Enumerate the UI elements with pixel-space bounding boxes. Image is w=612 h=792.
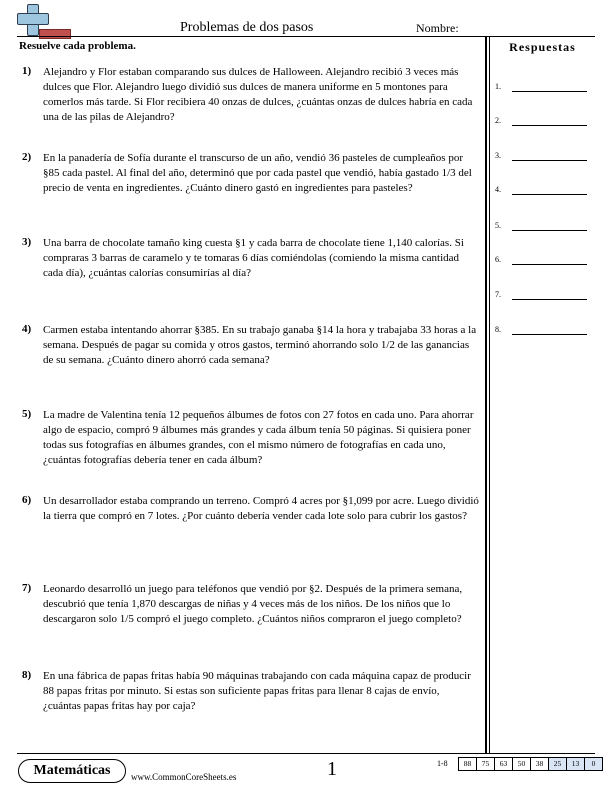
problem-number: 5): [22, 408, 32, 420]
answer-line[interactable]: [512, 125, 587, 126]
score-cell: 63: [495, 758, 513, 770]
answer-blank-8[interactable]: [495, 322, 591, 336]
answer-number: 3.: [495, 151, 501, 160]
column-divider: [485, 37, 487, 753]
answer-line[interactable]: [512, 160, 587, 161]
problem-number: 8): [22, 669, 32, 681]
problem-text: Alejandro y Flor estaban comparando sus dulces de Halloween. Alejandro recibió 3 veces más dulces que Flor. Alejandro luego dividió sus dulces de manera uniforme en 5 montones para comerlos más tarde. Si Flor recibiera 40 onzas de dulces, ¿cuántas onzas de dulces habría en cada una de las pilas de Alejandro?: [43, 66, 473, 123]
score-range-label: 1-8: [437, 759, 448, 768]
answer-number: 8.: [495, 325, 501, 334]
score-cell: 38: [531, 758, 549, 770]
answer-line[interactable]: [512, 230, 587, 231]
name-field-label: Nombre:: [416, 21, 459, 35]
problem-number: 4): [22, 323, 32, 335]
logo: [17, 2, 57, 36]
site-url: www.CommonCoreSheets.es: [131, 772, 237, 782]
answer-blank-3[interactable]: [495, 148, 591, 162]
problem-text: La madre de Valentina tenía 12 pequeños álbumes de fotos con 27 fotos en cada uno. Para ahorrar algo de espacio, compró 9 álbumes más grandes y cada álbum tenía 50 páginas. Si quisiera poner todas sus fotografías en álbumes grandes, con el mismo número de fotografías en cada uno, ¿cuántas fotografías debería tener en cada álbum?: [43, 409, 474, 466]
answer-number: 6.: [495, 255, 501, 264]
problem-number: 1): [22, 65, 32, 77]
answer-blank-7[interactable]: [495, 287, 591, 301]
answer-number: 2.: [495, 116, 501, 125]
problem-text: Un desarrollador estaba comprando un terreno. Compró 4 acres por §1,099 por acre. Luego dividió la tierra que compró en 7 lotes. ¿Por cuánto debería vender cada lote solo para cubrir los gastos?: [43, 495, 479, 522]
problem-text: Una barra de chocolate tamaño king cuesta §1 y cada barra de chocolate tiene 1,140 calorías. Si compraras 3 barras de caramelo y te tomaras 6 días comiéndolas (comiendo la misma cantidad cada día), ¿cuántas calorías consumirías al día?: [43, 237, 464, 279]
score-cell: 75: [477, 758, 495, 770]
answer-line[interactable]: [512, 264, 587, 265]
worksheet-title: Problemas de dos pasos: [180, 20, 314, 35]
score-table: [458, 757, 603, 771]
problem-number: 6): [22, 494, 32, 506]
answer-number: 5.: [495, 221, 501, 230]
answer-blank-2[interactable]: [495, 113, 591, 127]
problem-text: En la panadería de Sofía durante el transcurso de un año, vendió 36 pasteles de cumpleaños por §85 cada pastel. Al final del año, determinó que por cada pastel que vendió, había gastado 1/3 del precio de venta en ingredientes. ¿Cuánto dinero gastó en ingredientes para pasteles?: [43, 152, 472, 194]
answers-column: [490, 37, 595, 753]
problem-text: Carmen estaba intentando ahorrar §385. En su trabajo ganaba §14 la hora y trabajaba 33 horas a la semana. Después de pagar su comida y otros gastos, terminó ahorrando solo 1/2 de las ganancias de su semana. ¿Cuánto dinero ahorró cada semana?: [43, 324, 477, 366]
score-cell: 88: [459, 758, 477, 770]
brand-badge: Matemáticas: [18, 759, 126, 783]
problem-number: 3): [22, 236, 32, 248]
problems-column: [17, 37, 485, 753]
answer-number: 1.: [495, 82, 501, 91]
answer-number: 4.: [495, 185, 501, 194]
problem-text: En una fábrica de papas fritas había 90 máquinas trabajando con cada máquina capaz de producir 88 papas fritas por minuto. Si estas son suficiente papas fritas para llenar 8 cajas de envío, ¿cuántas papas fritas hay por caja?: [43, 670, 471, 712]
answer-line[interactable]: [512, 91, 587, 92]
answer-blank-1[interactable]: [495, 79, 591, 93]
answer-line[interactable]: [512, 299, 587, 300]
answer-blank-6[interactable]: [495, 252, 591, 266]
answer-line[interactable]: [512, 194, 587, 195]
problem-number: 2): [22, 151, 32, 163]
problem-number: 7): [22, 582, 32, 594]
score-cell: 25: [549, 758, 567, 770]
answer-blank-5[interactable]: [495, 218, 591, 232]
answers-title: Respuestas: [509, 40, 576, 54]
score-cell: 50: [513, 758, 531, 770]
answer-blank-4[interactable]: [495, 182, 591, 196]
instructions: Resuelve cada problema.: [19, 40, 136, 52]
page-number: 1: [327, 758, 337, 780]
logo-plus-horizontal: [17, 13, 49, 25]
answer-line[interactable]: [512, 334, 587, 335]
score-cell: 13: [567, 758, 585, 770]
footer-divider: [17, 753, 595, 754]
answer-number: 7.: [495, 290, 501, 299]
problem-text: Leonardo desarrolló un juego para teléfonos que vendió por §2. Después de la primera semana, descubrió que tenía 1,870 descargas de niñas y 4 veces más de los niños. De los niños que lo descargaron solo 1/5 compró el juego completo. ¿Cuántos niños compraron el juego completo?: [43, 583, 463, 625]
score-cell: 0: [585, 758, 602, 770]
